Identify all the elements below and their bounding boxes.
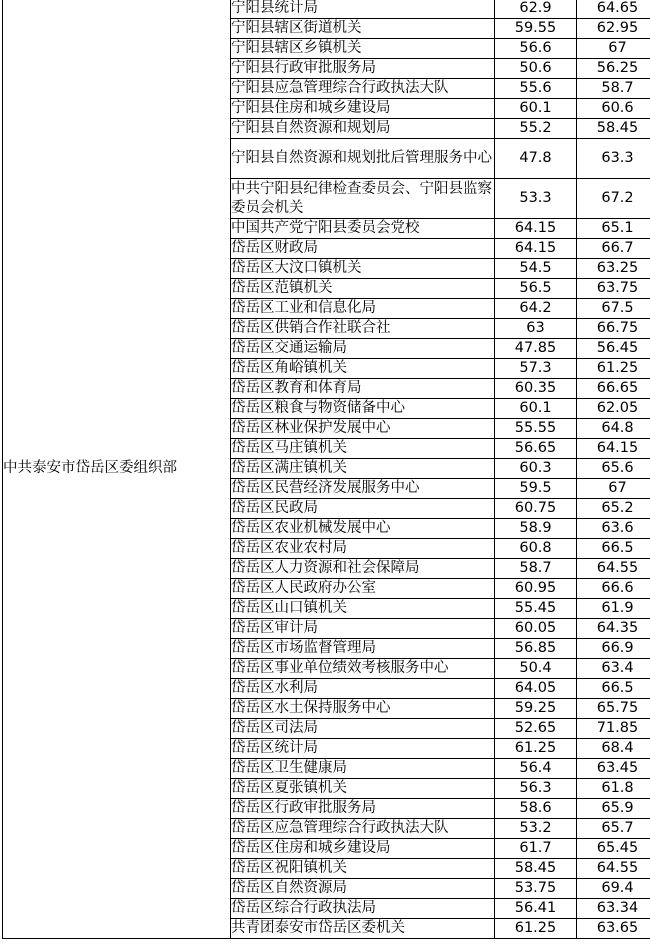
score-1-cell: 61.25: [495, 919, 577, 939]
unit-name-cell: 岱岳区事业单位绩效考核服务中心: [231, 659, 495, 679]
unit-name-cell: 岱岳区应急管理综合行政执法大队: [231, 819, 495, 839]
score-2-cell: 58.7: [577, 79, 650, 99]
score-1-cell: 56.4: [495, 759, 577, 779]
score-2-cell: 65.75: [577, 699, 650, 719]
unit-name-cell: 岱岳区教育和体育局: [231, 379, 495, 399]
score-table: [2, 0, 650, 939]
score-1-cell: 62.9: [495, 0, 577, 19]
unit-name-cell: 宁阳县应急管理综合行政执法大队: [231, 79, 495, 99]
score-1-cell: 56.5: [495, 279, 577, 299]
unit-name-cell: 中共宁阳县纪律检查委员会、宁阳县监察委员会机关: [231, 179, 495, 219]
score-1-cell: 55.55: [495, 419, 577, 439]
unit-name-cell: 岱岳区财政局: [231, 239, 495, 259]
score-1-cell: 60.1: [495, 399, 577, 419]
unit-name-cell: 岱岳区人力资源和社会保障局: [231, 559, 495, 579]
unit-name-cell: 宁阳县住房和城乡建设局: [231, 99, 495, 119]
score-1-cell: 63: [495, 319, 577, 339]
score-1-cell: 60.75: [495, 499, 577, 519]
unit-name-cell: 岱岳区山口镇机关: [231, 599, 495, 619]
unit-name-cell: 宁阳县行政审批服务局: [231, 59, 495, 79]
score-1-cell: 60.35: [495, 379, 577, 399]
score-2-cell: 66.9: [577, 639, 650, 659]
score-2-cell: 65.45: [577, 839, 650, 859]
score-2-cell: 64.35: [577, 619, 650, 639]
score-1-cell: 61.25: [495, 739, 577, 759]
score-1-cell: 58.6: [495, 799, 577, 819]
score-2-cell: 63.34: [577, 899, 650, 919]
score-1-cell: 55.2: [495, 119, 577, 139]
unit-name-cell: 岱岳区农业机械发展中心: [231, 519, 495, 539]
score-1-cell: 53.3: [495, 179, 577, 219]
score-2-cell: 64.55: [577, 559, 650, 579]
unit-name-cell: 岱岳区工业和信息化局: [231, 299, 495, 319]
score-1-cell: 56.85: [495, 639, 577, 659]
unit-name-cell: 岱岳区民政局: [231, 499, 495, 519]
unit-name-cell: 岱岳区林业保护发展中心: [231, 419, 495, 439]
unit-name-cell: 岱岳区统计局: [231, 739, 495, 759]
score-1-cell: 56.65: [495, 439, 577, 459]
table-row: [3, 0, 650, 19]
score-1-cell: 56.41: [495, 899, 577, 919]
unit-name-cell: 宁阳县辖区乡镇机关: [231, 39, 495, 59]
score-2-cell: 63.65: [577, 919, 650, 939]
unit-name-cell: 岱岳区住房和城乡建设局: [231, 839, 495, 859]
score-2-cell: 60.6: [577, 99, 650, 119]
score-2-cell: 66.5: [577, 679, 650, 699]
score-2-cell: 66.6: [577, 579, 650, 599]
department-cell: 中共泰安市岱岳区委组织部: [3, 0, 231, 939]
unit-name-cell: 岱岳区水利局: [231, 679, 495, 699]
score-1-cell: 60.05: [495, 619, 577, 639]
unit-name-cell: 宁阳县自然资源和规划批后管理服务中心: [231, 139, 495, 179]
score-2-cell: 67.5: [577, 299, 650, 319]
unit-name-cell: 共青团泰安市岱岳区委机关: [231, 919, 495, 939]
score-1-cell: 56.3: [495, 779, 577, 799]
unit-name-cell: 岱岳区大汶口镇机关: [231, 259, 495, 279]
score-2-cell: 65.7: [577, 819, 650, 839]
score-2-cell: 64.15: [577, 439, 650, 459]
score-1-cell: 58.45: [495, 859, 577, 879]
unit-name-cell: 岱岳区满庄镇机关: [231, 459, 495, 479]
unit-name-cell: 岱岳区夏张镇机关: [231, 779, 495, 799]
score-1-cell: 59.55: [495, 19, 577, 39]
unit-name-cell: 岱岳区范镇机关: [231, 279, 495, 299]
score-2-cell: 61.8: [577, 779, 650, 799]
unit-name-cell: 岱岳区粮食与物资储备中心: [231, 399, 495, 419]
unit-name-cell: 岱岳区自然资源局: [231, 879, 495, 899]
score-1-cell: 56.6: [495, 39, 577, 59]
unit-name-cell: 岱岳区水土保持服务中心: [231, 699, 495, 719]
score-2-cell: 68.4: [577, 739, 650, 759]
score-1-cell: 55.45: [495, 599, 577, 619]
score-2-cell: 67: [577, 479, 650, 499]
score-1-cell: 53.75: [495, 879, 577, 899]
unit-name-cell: 岱岳区行政审批服务局: [231, 799, 495, 819]
score-1-cell: 60.8: [495, 539, 577, 559]
unit-name-cell: 岱岳区综合行政执法局: [231, 899, 495, 919]
score-2-cell: 65.6: [577, 459, 650, 479]
score-1-cell: 64.15: [495, 239, 577, 259]
score-2-cell: 62.05: [577, 399, 650, 419]
unit-name-cell: 宁阳县统计局: [231, 0, 495, 19]
unit-name-cell: 岱岳区人民政府办公室: [231, 579, 495, 599]
score-1-cell: 59.25: [495, 699, 577, 719]
score-1-cell: 47.85: [495, 339, 577, 359]
score-2-cell: 61.25: [577, 359, 650, 379]
score-2-cell: 62.95: [577, 19, 650, 39]
unit-name-cell: 宁阳县自然资源和规划局: [231, 119, 495, 139]
score-2-cell: 66.75: [577, 319, 650, 339]
score-2-cell: 64.55: [577, 859, 650, 879]
score-2-cell: 63.4: [577, 659, 650, 679]
score-1-cell: 60.95: [495, 579, 577, 599]
score-2-cell: 63.75: [577, 279, 650, 299]
unit-name-cell: 中国共产党宁阳县委员会党校: [231, 219, 495, 239]
score-2-cell: 64.65: [577, 0, 650, 19]
unit-name-cell: 岱岳区卫生健康局: [231, 759, 495, 779]
score-1-cell: 55.6: [495, 79, 577, 99]
unit-name-cell: 宁阳县辖区街道机关: [231, 19, 495, 39]
unit-name-cell: 岱岳区农业农村局: [231, 539, 495, 559]
unit-name-cell: 岱岳区马庄镇机关: [231, 439, 495, 459]
unit-name-cell: 岱岳区审计局: [231, 619, 495, 639]
score-1-cell: 57.3: [495, 359, 577, 379]
score-1-cell: 53.2: [495, 819, 577, 839]
unit-name-cell: 岱岳区民营经济发展服务中心: [231, 479, 495, 499]
score-1-cell: 64.15: [495, 219, 577, 239]
score-2-cell: 61.9: [577, 599, 650, 619]
score-1-cell: 60.1: [495, 99, 577, 119]
score-1-cell: 54.5: [495, 259, 577, 279]
score-2-cell: 67.2: [577, 179, 650, 219]
score-2-cell: 71.85: [577, 719, 650, 739]
unit-name-cell: 岱岳区司法局: [231, 719, 495, 739]
score-2-cell: 66.5: [577, 539, 650, 559]
score-2-cell: 56.45: [577, 339, 650, 359]
score-2-cell: 65.9: [577, 799, 650, 819]
score-2-cell: 65.1: [577, 219, 650, 239]
score-2-cell: 67: [577, 39, 650, 59]
score-1-cell: 58.7: [495, 559, 577, 579]
score-1-cell: 47.8: [495, 139, 577, 179]
score-1-cell: 58.9: [495, 519, 577, 539]
score-1-cell: 60.3: [495, 459, 577, 479]
score-1-cell: 52.65: [495, 719, 577, 739]
unit-name-cell: 岱岳区角峪镇机关: [231, 359, 495, 379]
score-2-cell: 65.2: [577, 499, 650, 519]
unit-name-cell: 岱岳区供销合作社联合社: [231, 319, 495, 339]
score-2-cell: 56.25: [577, 59, 650, 79]
score-2-cell: 63.45: [577, 759, 650, 779]
score-1-cell: 64.05: [495, 679, 577, 699]
score-1-cell: 64.2: [495, 299, 577, 319]
score-1-cell: 61.7: [495, 839, 577, 859]
score-2-cell: 63.6: [577, 519, 650, 539]
score-1-cell: 59.5: [495, 479, 577, 499]
unit-name-cell: 岱岳区祝阳镇机关: [231, 859, 495, 879]
score-2-cell: 64.8: [577, 419, 650, 439]
score-2-cell: 63.3: [577, 139, 650, 179]
score-1-cell: 50.6: [495, 59, 577, 79]
unit-name-cell: 岱岳区市场监督管理局: [231, 639, 495, 659]
score-2-cell: 66.65: [577, 379, 650, 399]
unit-name-cell: 岱岳区交通运输局: [231, 339, 495, 359]
score-2-cell: 63.25: [577, 259, 650, 279]
score-2-cell: 69.4: [577, 879, 650, 899]
score-2-cell: 58.45: [577, 119, 650, 139]
score-1-cell: 50.4: [495, 659, 577, 679]
score-table-body: [3, 0, 650, 939]
score-2-cell: 66.7: [577, 239, 650, 259]
